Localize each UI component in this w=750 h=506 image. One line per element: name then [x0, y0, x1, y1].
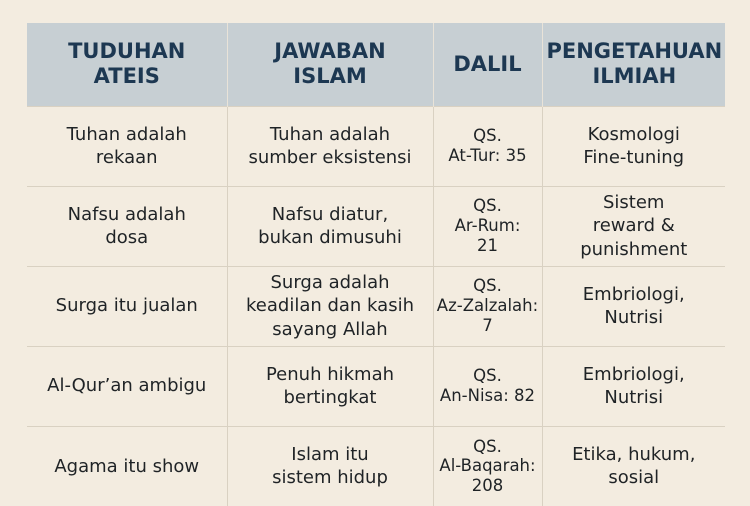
cell-tuduhan: Nafsu adalah dosa	[27, 186, 227, 266]
cell-pengetahuan: Kosmologi Fine-tuning	[542, 106, 725, 186]
cell-pengetahuan: Embriologi, Nutrisi	[542, 346, 725, 426]
comparison-table-container	[27, 23, 725, 496]
comparison-table	[27, 23, 725, 506]
table-header-row	[27, 23, 725, 106]
table-row	[27, 426, 725, 506]
cell-tuduhan: Tuhan adalah rekaan	[27, 106, 227, 186]
cell-dalil: QS. An-Nisa: 82	[433, 346, 542, 426]
table-row	[27, 346, 725, 426]
cell-tuduhan: Surga itu jualan	[27, 266, 227, 346]
cell-pengetahuan: Sistem reward & punishment	[542, 186, 725, 266]
cell-tuduhan: Al-Qur’an ambigu	[27, 346, 227, 426]
table-row	[27, 186, 725, 266]
table-row	[27, 266, 725, 346]
header-pengetahuan-ilmiah: PENGETAHUAN ILMIAH	[542, 23, 725, 106]
cell-jawaban: Islam itu sistem hidup	[227, 426, 433, 506]
cell-tuduhan: Agama itu show	[27, 426, 227, 506]
cell-dalil: QS. Az-Zalzalah: 7	[433, 266, 542, 346]
cell-dalil: QS. At-Tur: 35	[433, 106, 542, 186]
cell-pengetahuan: Etika, hukum, sosial	[542, 426, 725, 506]
cell-dalil: QS. Ar-Rum: 21	[433, 186, 542, 266]
cell-jawaban: Tuhan adalah sumber eksistensi	[227, 106, 433, 186]
header-jawaban-islam: JAWABAN ISLAM	[227, 23, 433, 106]
cell-jawaban: Surga adalah keadilan dan kasih sayang Allah	[227, 266, 433, 346]
header-tuduhan-ateis: TUDUHAN ATEIS	[27, 23, 227, 106]
cell-jawaban: Penuh hikmah bertingkat	[227, 346, 433, 426]
header-dalil: DALIL	[433, 23, 542, 106]
cell-pengetahuan: Embriologi, Nutrisi	[542, 266, 725, 346]
table-row	[27, 106, 725, 186]
cell-dalil: QS. Al-Baqarah: 208	[433, 426, 542, 506]
cell-jawaban: Nafsu diatur, bukan dimusuhi	[227, 186, 433, 266]
